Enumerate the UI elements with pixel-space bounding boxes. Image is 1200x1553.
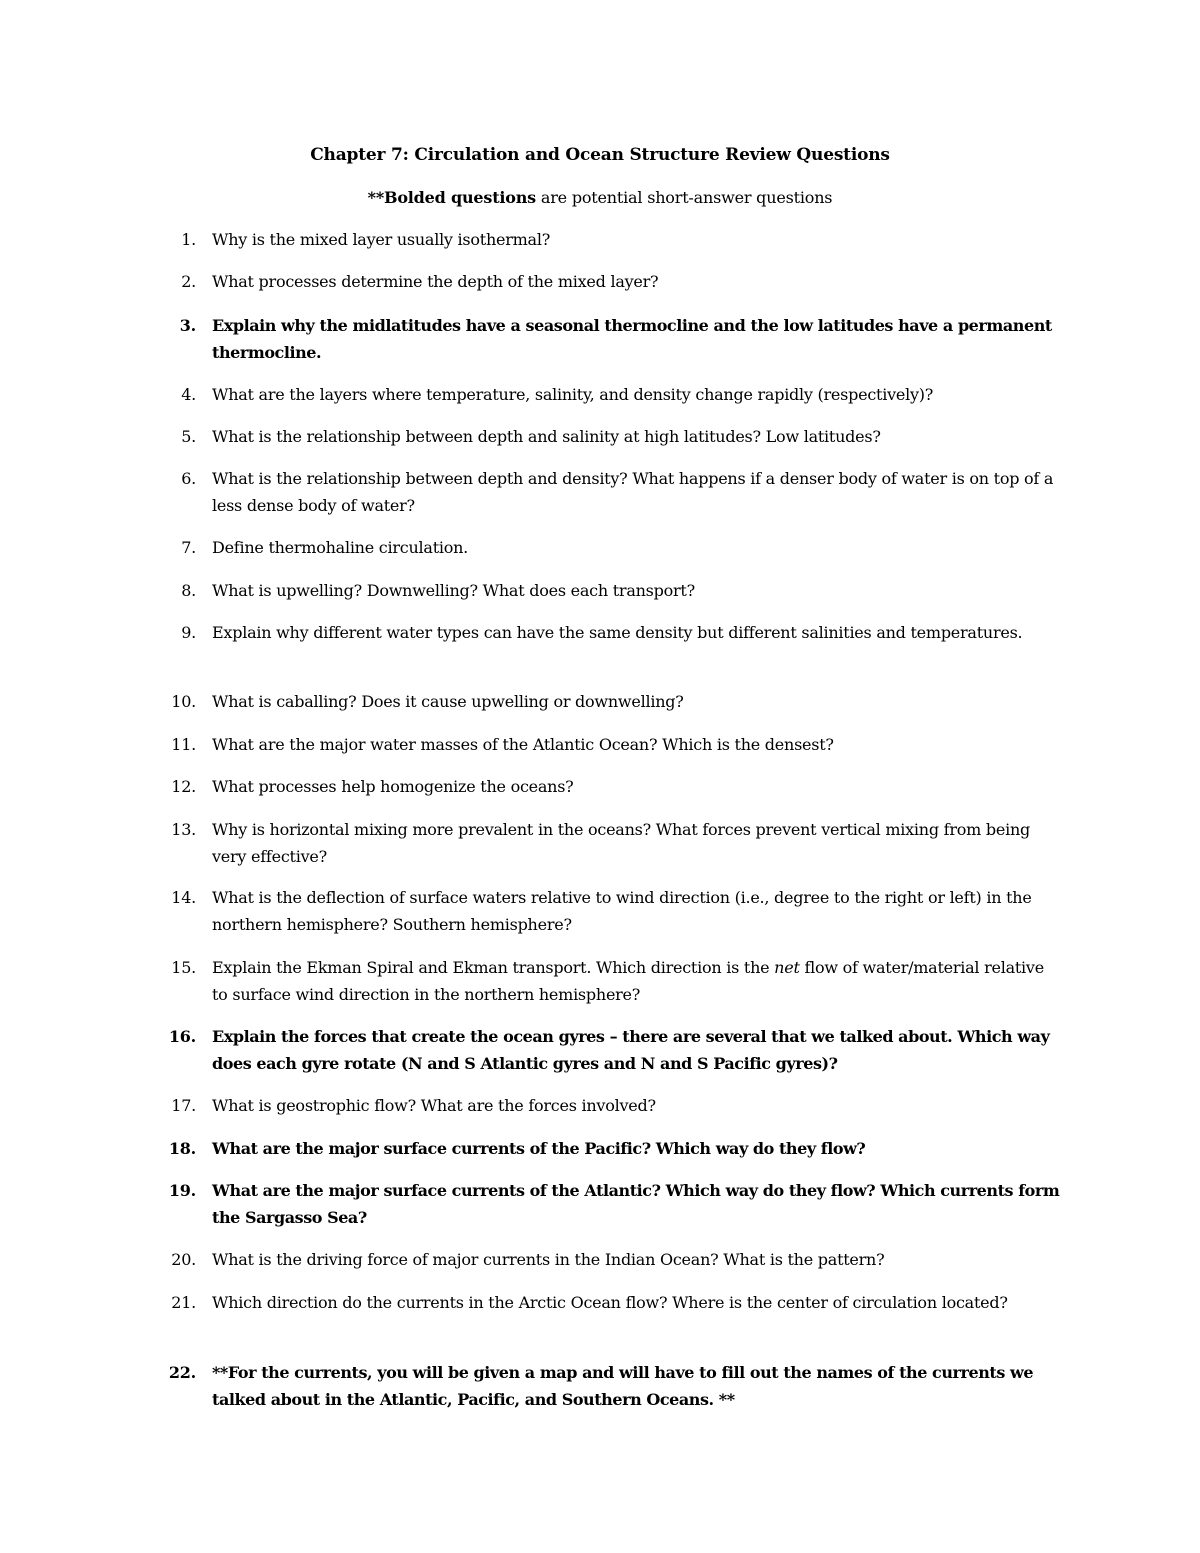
question-item	[160, 1093, 1060, 1120]
question-item	[160, 885, 1060, 938]
question-number: 14.	[171, 888, 196, 907]
question-number: 4.	[181, 385, 196, 404]
question-item	[160, 689, 1060, 716]
question-item	[160, 732, 1060, 759]
question-number: 9.	[181, 623, 196, 642]
question-text: What is the driving force of major currents in the Indian Ocean? What is the pattern?	[212, 1250, 885, 1269]
question-item-bold	[160, 313, 1060, 366]
question-text-part: flow of water/material relative to surface wind direction in the northern hemisphere?	[212, 958, 1044, 1004]
question-item	[160, 620, 1060, 647]
question-number: 2.	[181, 272, 196, 291]
question-text: Explain the forces that create the ocean gyres – there are several that we talked about. Which way does each gyre rotate (N and S Atlantic gyres and N and S Pacific gyres)?	[212, 1027, 1050, 1073]
question-item	[160, 1247, 1060, 1274]
question-item	[160, 955, 1060, 1008]
question-text: What processes determine the depth of the mixed layer?	[212, 272, 659, 291]
question-item	[160, 535, 1060, 562]
question-number: 15.	[171, 958, 196, 977]
question-text-part: Explain the Ekman Spiral and Ekman transport. Which direction is the	[212, 958, 775, 977]
bold-note-text: are potential short-answer questions	[536, 188, 833, 207]
question-item-bold	[160, 1178, 1060, 1231]
question-item-bold	[160, 1024, 1060, 1077]
question-text: Why is the mixed layer usually isothermal?	[212, 230, 551, 249]
question-number: 3.	[179, 316, 196, 335]
question-text: **For the currents, you will be given a map and will have to fill out the names of the currents we talked about in the Atlantic, Pacific, and Southern Oceans. **	[212, 1363, 1034, 1409]
question-item	[160, 269, 1060, 296]
question-number: 7.	[181, 538, 196, 557]
question-item-bold	[160, 1136, 1060, 1163]
question-number: 17.	[171, 1096, 196, 1115]
question-text: What is the relationship between depth and salinity at high latitudes? Low latitudes?	[212, 427, 881, 446]
question-text-emphasis: net	[774, 958, 800, 977]
question-text: What are the layers where temperature, salinity, and density change rapidly (respectively)?	[212, 385, 934, 404]
question-item	[160, 1290, 1060, 1317]
question-item	[160, 424, 1060, 451]
question-number: 18.	[168, 1139, 196, 1158]
question-item	[160, 382, 1060, 409]
question-item	[160, 817, 1060, 870]
question-number: 16.	[168, 1027, 196, 1046]
bold-note-emphasis: **Bolded questions	[367, 188, 536, 207]
question-text: What is upwelling? Downwelling? What does each transport?	[212, 581, 695, 600]
question-number: 10.	[171, 692, 196, 711]
question-item	[160, 227, 1060, 254]
question-item	[160, 578, 1060, 605]
question-number: 13.	[171, 820, 196, 839]
page-title: Chapter 7: Circulation and Ocean Structure Review Questions	[310, 145, 890, 165]
question-text: What are the major surface currents of the Pacific? Which way do they flow?	[212, 1139, 866, 1158]
question-text: What is geostrophic flow? What are the forces involved?	[212, 1096, 656, 1115]
question-text: Explain why the midlatitudes have a seasonal thermocline and the low latitudes have a permanent thermocline.	[212, 316, 1052, 362]
question-text: Explain why different water types can have the same density but different salinities and temperatures.	[212, 623, 1023, 642]
question-number: 20.	[171, 1250, 196, 1269]
question-text: What is the relationship between depth and density? What happens if a denser body of water is on top of a less dense body of water?	[212, 469, 1054, 515]
question-item	[160, 774, 1060, 801]
question-text: What are the major surface currents of the Atlantic? Which way do they flow? Which currents form the Sargasso Sea?	[212, 1181, 1060, 1227]
question-text: What processes help homogenize the oceans?	[212, 777, 574, 796]
question-number: 22.	[168, 1363, 196, 1382]
question-text: What is caballing? Does it cause upwelling or downwelling?	[212, 692, 684, 711]
bold-note	[0, 185, 1200, 211]
question-text: Why is horizontal mixing more prevalent in the oceans? What forces prevent vertical mixing from being very effective?	[212, 820, 1030, 866]
question-item-bold	[160, 1360, 1060, 1413]
question-number: 1.	[181, 230, 196, 249]
question-number: 19.	[168, 1181, 196, 1200]
question-text: What is the deflection of surface waters relative to wind direction (i.e., degree to the right or left) in the northern hemisphere? Southern hemisphere?	[212, 888, 1032, 934]
question-text: What are the major water masses of the Atlantic Ocean? Which is the densest?	[212, 735, 834, 754]
question-item	[160, 466, 1060, 519]
question-number: 8.	[181, 581, 196, 600]
question-number: 5.	[181, 427, 196, 446]
question-text	[212, 955, 1060, 1008]
question-text: Which direction do the currents in the Arctic Ocean flow? Where is the center of circulation located?	[212, 1293, 1008, 1312]
question-number: 12.	[171, 777, 196, 796]
question-text: Define thermohaline circulation.	[212, 538, 469, 557]
question-number: 21.	[171, 1293, 196, 1312]
question-number: 11.	[171, 735, 196, 754]
question-number: 6.	[181, 469, 196, 488]
